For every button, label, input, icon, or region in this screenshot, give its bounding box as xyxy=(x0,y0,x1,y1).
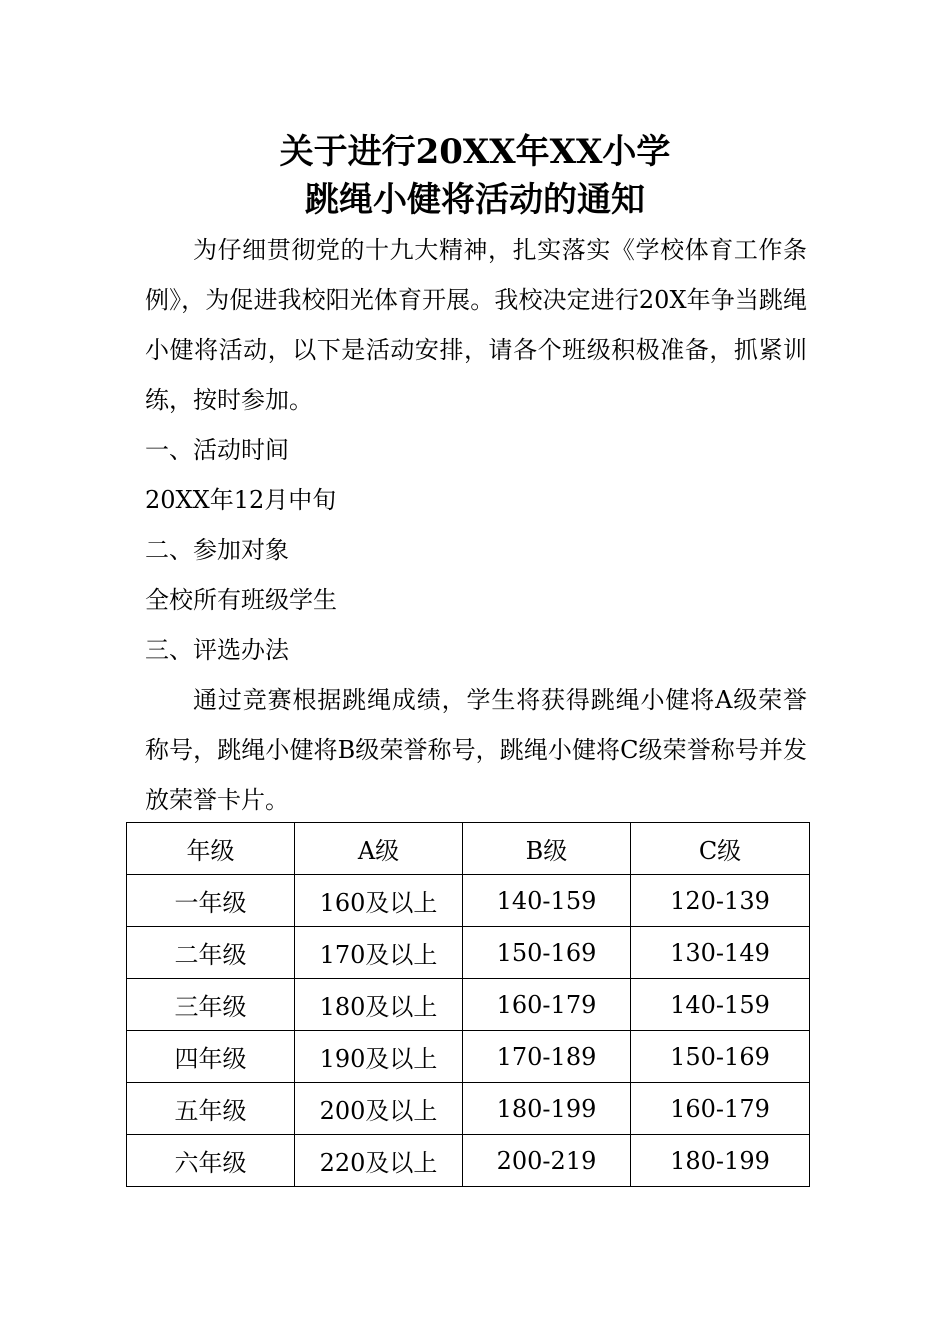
document-title-line-2: 跳绳小健将活动的通知 xyxy=(305,180,645,220)
table-cell: 130-149 xyxy=(631,927,810,979)
section-heading-activity-time: 一、活动时间 xyxy=(145,436,289,464)
table-cell: 一年级 xyxy=(127,875,295,927)
table-cell: 170-189 xyxy=(463,1031,631,1083)
activity-time-value: 20XX年12月中旬 xyxy=(145,486,337,514)
table-cell: 170及以上 xyxy=(295,927,463,979)
table-row xyxy=(127,1031,810,1083)
section-heading-participants: 二、参加对象 xyxy=(145,536,289,564)
table-header-row xyxy=(127,823,810,875)
table-header-cell: C级 xyxy=(631,823,810,875)
table-cell: 二年级 xyxy=(127,927,295,979)
grade-standards-table xyxy=(126,822,810,1187)
document-title-line-1: 关于进行20XX年XX小学 xyxy=(279,132,671,172)
table-cell: 200及以上 xyxy=(295,1083,463,1135)
table-row xyxy=(127,875,810,927)
table-cell: 五年级 xyxy=(127,1083,295,1135)
table-cell: 150-169 xyxy=(463,927,631,979)
section-heading-selection-method: 三、评选办法 xyxy=(145,636,289,664)
table-cell: 180及以上 xyxy=(295,979,463,1031)
table-row xyxy=(127,1135,810,1187)
table-cell: 140-159 xyxy=(631,979,810,1031)
table-cell: 120-139 xyxy=(631,875,810,927)
table-cell: 140-159 xyxy=(463,875,631,927)
table-cell: 160-179 xyxy=(631,1083,810,1135)
table-cell: 六年级 xyxy=(127,1135,295,1187)
table-cell: 160-179 xyxy=(463,979,631,1031)
table-cell: 三年级 xyxy=(127,979,295,1031)
intro-paragraph: 为仔细贯彻党的十九大精神，扎实落实《学校体育工作条例》，为促进我校阳光体育开展。我校决定进行20X年争当跳绳小健将活动，以下是活动安排，请各个班级积极准备，抓紧训练，按时参加。 xyxy=(145,236,807,414)
table-cell: 四年级 xyxy=(127,1031,295,1083)
table-cell: 180-199 xyxy=(463,1083,631,1135)
table-cell: 150-169 xyxy=(631,1031,810,1083)
table-header-cell: 年级 xyxy=(127,823,295,875)
table-header-cell: A级 xyxy=(295,823,463,875)
table-row xyxy=(127,1083,810,1135)
participants-value: 全校所有班级学生 xyxy=(145,586,337,614)
table-cell: 180-199 xyxy=(631,1135,810,1187)
selection-method-paragraph: 通过竞赛根据跳绳成绩，学生将获得跳绳小健将A级荣誉称号，跳绳小健将B级荣誉称号，跳绳小健将C级荣誉称号并发放荣誉卡片。 xyxy=(145,686,807,814)
table-header-cell: B级 xyxy=(463,823,631,875)
table-cell: 220及以上 xyxy=(295,1135,463,1187)
table-row xyxy=(127,927,810,979)
table-row xyxy=(127,979,810,1031)
table-cell: 190及以上 xyxy=(295,1031,463,1083)
table-cell: 160及以上 xyxy=(295,875,463,927)
table-cell: 200-219 xyxy=(463,1135,631,1187)
